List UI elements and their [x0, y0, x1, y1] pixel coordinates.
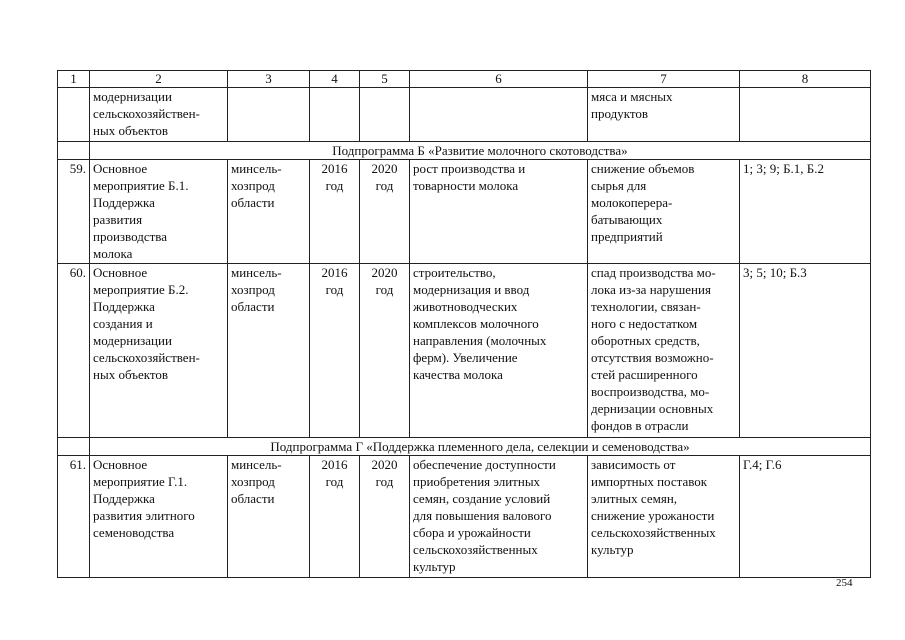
cell-end: 2020 год	[360, 264, 410, 438]
cell-end: 2020 год	[360, 456, 410, 578]
cell-num	[58, 438, 90, 456]
cell-executor	[228, 88, 310, 142]
cell-executor: минсель- хозпрод области	[228, 160, 310, 264]
column-number: 2	[90, 71, 228, 88]
program-table	[57, 70, 871, 578]
cell-link: 3; 5; 10; Б.3	[740, 264, 871, 438]
cell-result: строительство, модернизация и ввод животноводческих комплексов молочного направления (молочных ферм). Увеличение качества молока	[410, 264, 588, 438]
table-row	[58, 264, 871, 438]
cell-measure: Основное мероприятие Б.2. Поддержка создания и модернизации сельскохозяйствен- ных объектов	[90, 264, 228, 438]
cell-link: 1; 3; 9; Б.1, Б.2	[740, 160, 871, 264]
cell-risk: зависимость от импортных поставок элитных семян, снижение урожаности сельскохозяйственных культур	[588, 456, 740, 578]
page-number: 254	[836, 577, 853, 589]
table-row-continued	[58, 88, 871, 142]
column-number: 7	[588, 71, 740, 88]
header-row	[58, 71, 871, 88]
subprogram-row	[58, 142, 871, 160]
column-number: 1	[58, 71, 90, 88]
row-number: 59.	[58, 160, 90, 264]
cell-end: 2020 год	[360, 160, 410, 264]
column-number: 3	[228, 71, 310, 88]
row-number: 61.	[58, 456, 90, 578]
subprogram-row	[58, 438, 871, 456]
cell-measure: Основное мероприятие Г.1. Поддержка развития элитного семеноводства	[90, 456, 228, 578]
cell-risk: спад производства мо- лока из-за нарушения технологии, связан- ного с недостатком оборотных средств, отсутствия возможно- стей расширенного воспроизводства, мо- дернизации основных фондов в отрасли	[588, 264, 740, 438]
table-row	[58, 160, 871, 264]
cell-start	[310, 88, 360, 142]
row-number: 60.	[58, 264, 90, 438]
cell-executor: минсель- хозпрод области	[228, 456, 310, 578]
column-number: 8	[740, 71, 871, 88]
column-number: 5	[360, 71, 410, 88]
cell-executor: минсель- хозпрод области	[228, 264, 310, 438]
subprogram-title: Подпрограмма Б «Развитие молочного скотоводства»	[90, 142, 871, 160]
cell-risk: мяса и мясных продуктов	[588, 88, 740, 142]
cell-num	[58, 142, 90, 160]
cell-link: Г.4; Г.6	[740, 456, 871, 578]
cell-risk: снижение объемов сырья для молокоперера- батывающих предприятий	[588, 160, 740, 264]
cell-result	[410, 88, 588, 142]
cell-start: 2016 год	[310, 160, 360, 264]
column-number: 6	[410, 71, 588, 88]
cell-result: рост производства и товарности молока	[410, 160, 588, 264]
cell-link	[740, 88, 871, 142]
cell-start: 2016 год	[310, 456, 360, 578]
cell-result: обеспечение доступности приобретения элитных семян, создание условий для повышения валового сбора и урожайности сельскохозяйственных культур	[410, 456, 588, 578]
column-number: 4	[310, 71, 360, 88]
table-row	[58, 456, 871, 578]
cell-end	[360, 88, 410, 142]
cell-measure: Основное мероприятие Б.1. Поддержка развития производства молока	[90, 160, 228, 264]
cell-num	[58, 88, 90, 142]
cell-measure: модернизации сельскохозяйствен- ных объектов	[90, 88, 228, 142]
subprogram-title: Подпрограмма Г «Поддержка племенного дела, селекции и семеноводства»	[90, 438, 871, 456]
cell-start: 2016 год	[310, 264, 360, 438]
